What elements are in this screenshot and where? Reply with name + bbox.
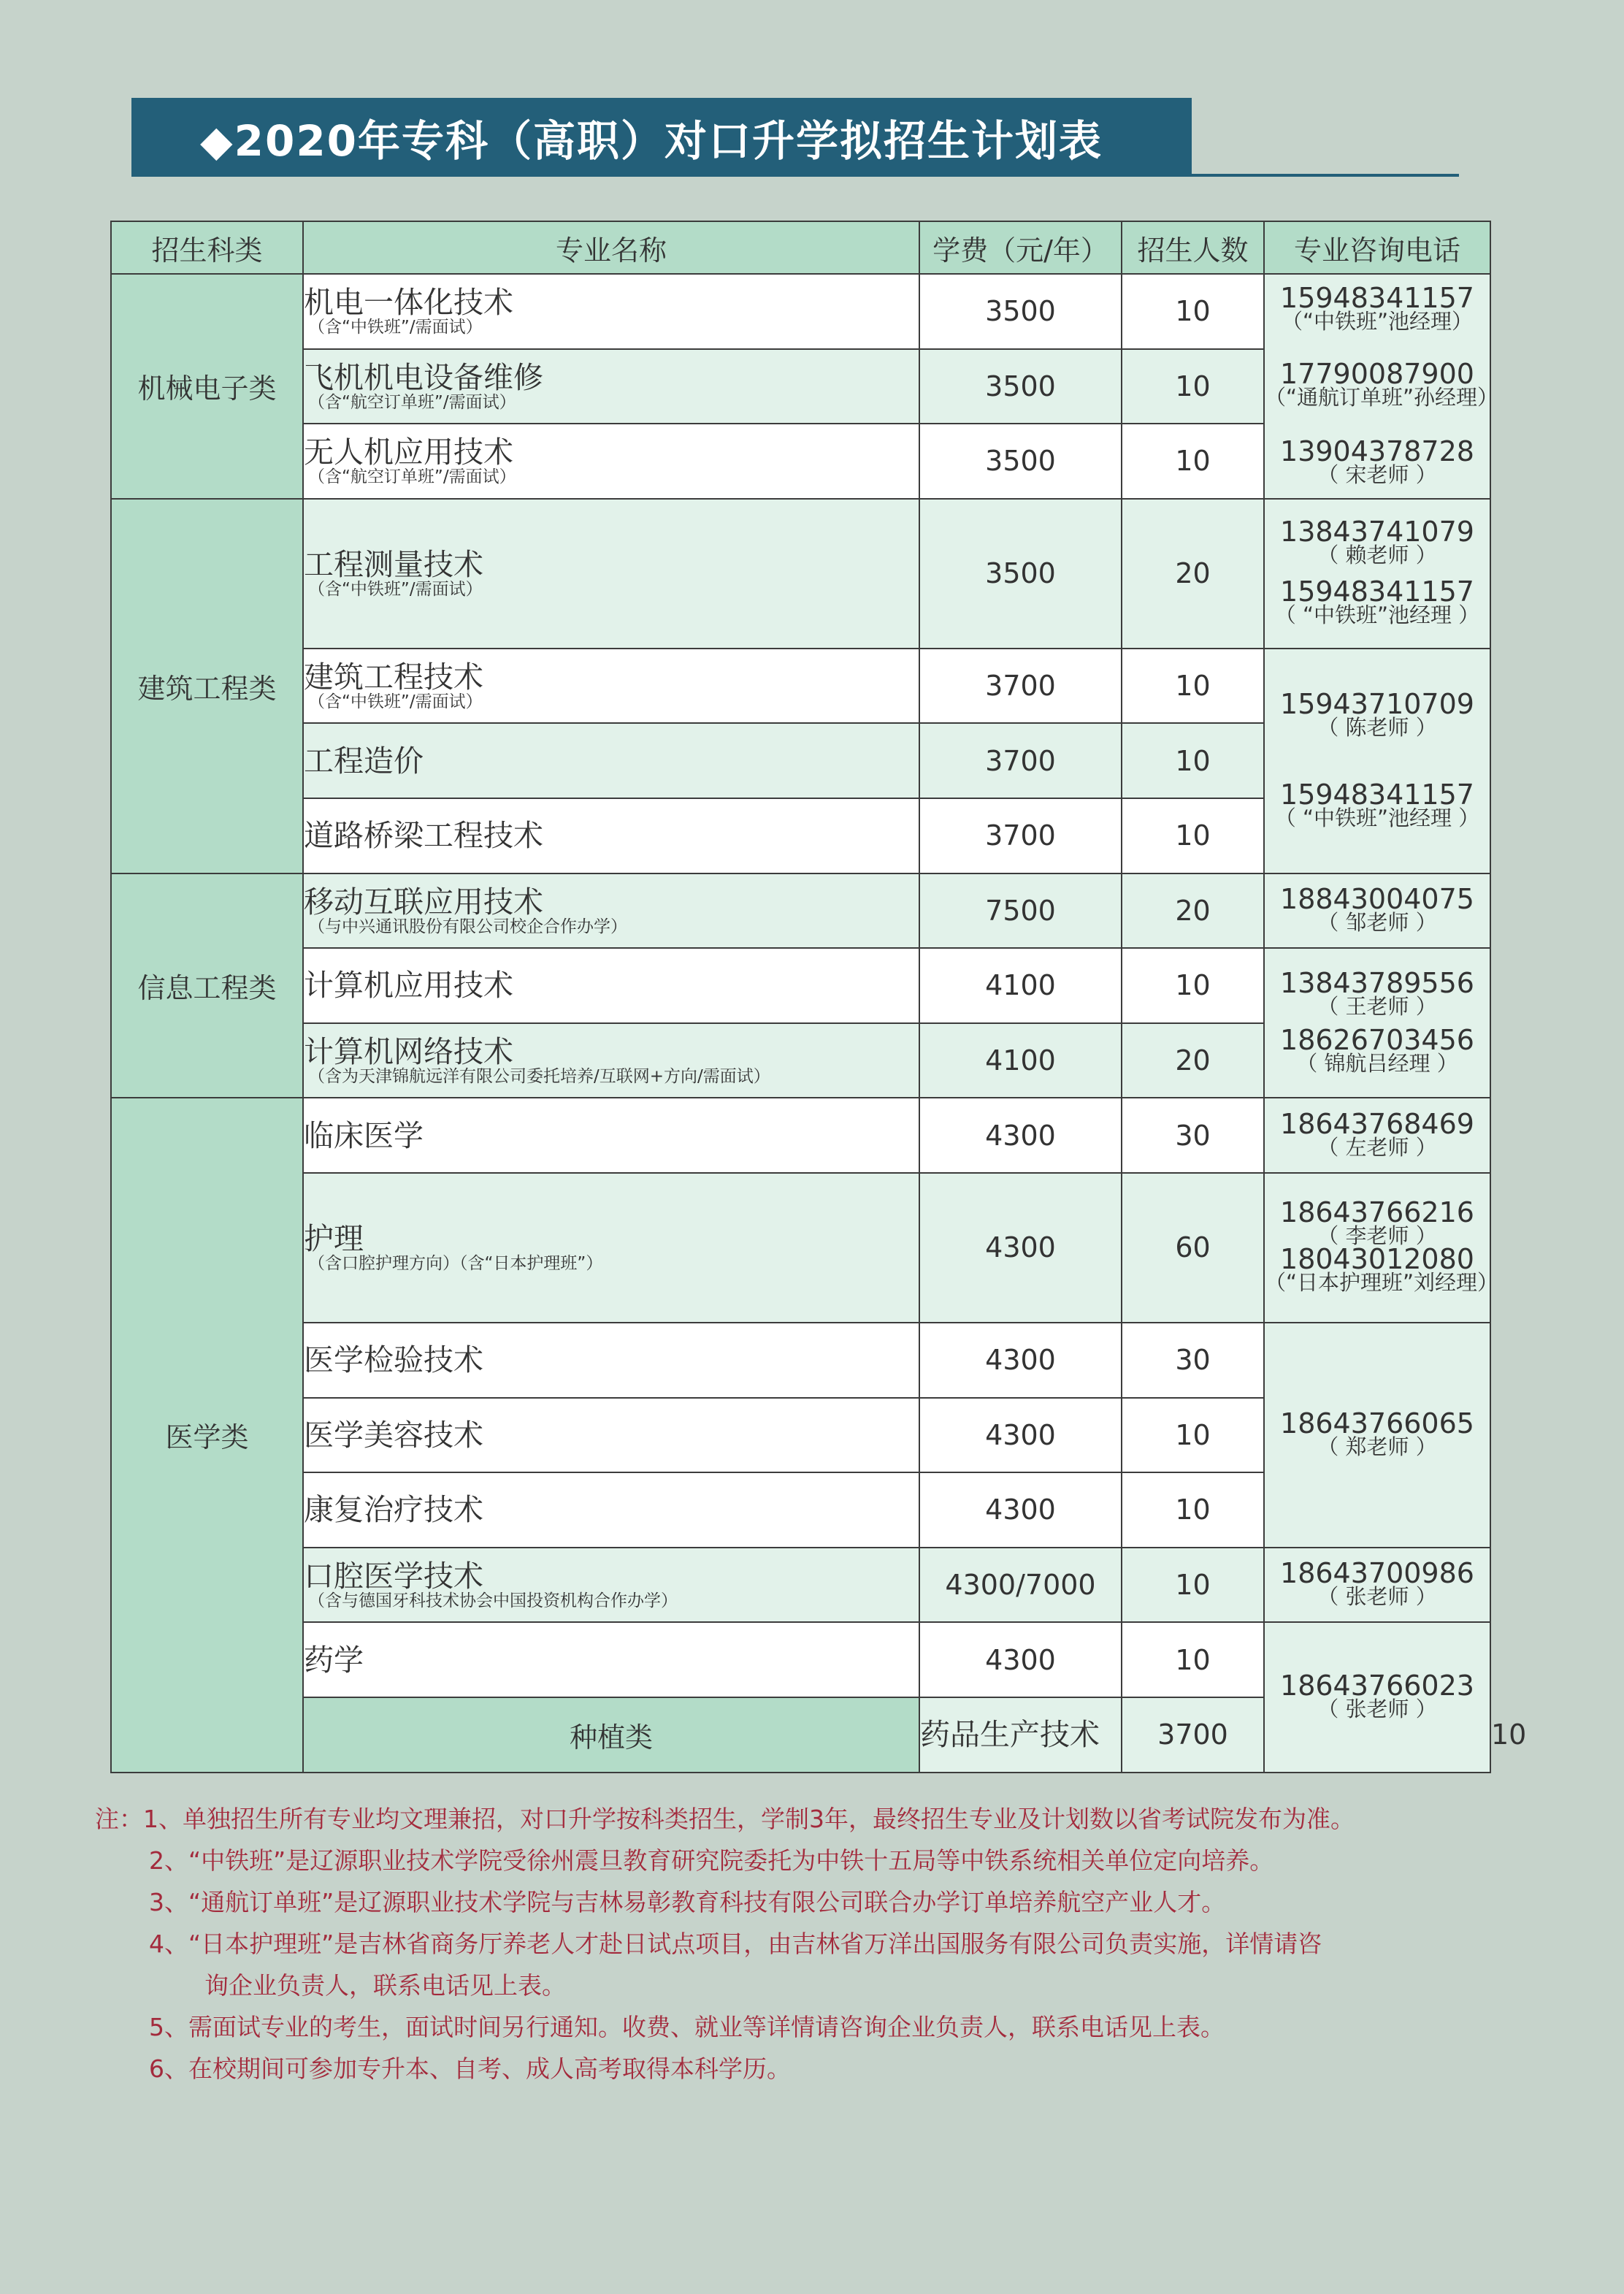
count-cell: 20 (1122, 1023, 1264, 1098)
category-cell: 医学类 (111, 1098, 303, 1772)
note-line: 3、“通航订单班”是辽源职业技术学院与吉林易彰教育科技有限公司联合办学订单培养航空产业人才。 (149, 1888, 1226, 1916)
fee-cell: 4300 (919, 1173, 1122, 1323)
header-major: 专业名称 (303, 221, 919, 274)
major-cell (303, 499, 919, 649)
phone-number: 18643700986 (1280, 1557, 1474, 1590)
phone-contact: （ 宋老师 ） (1317, 462, 1437, 487)
major-cell (303, 1323, 919, 1398)
notes-section (95, 1798, 1555, 2090)
major-name: 药学 (304, 1642, 364, 1678)
phone-contact: （ 王老师 ） (1317, 993, 1437, 1019)
table-row (111, 649, 1490, 724)
fee-cell: 3500 (919, 349, 1122, 424)
major-cell (303, 1548, 919, 1623)
table-row: 种植类 药品生产技术 3700 10 (111, 1697, 1490, 1773)
major-name: 护理 (304, 1221, 364, 1257)
major-name: 药品生产技术 (920, 1717, 1100, 1753)
count-cell: 10 (1122, 948, 1264, 1023)
fee-cell: 3700 (919, 798, 1122, 873)
table-row (111, 1548, 1490, 1623)
major-note: （含“中铁班”/需面试） (308, 692, 483, 712)
table-row (111, 873, 1490, 949)
major-cell (303, 873, 919, 949)
phone-cell (1264, 1323, 1490, 1548)
major-note: （含“航空订单班”/需面试） (308, 392, 516, 412)
phone-contact: （“中铁班”池经理） (1281, 308, 1474, 334)
phone-contact: （ 张老师 ） (1317, 1584, 1437, 1610)
phone-cell (1264, 873, 1490, 949)
table-row (111, 499, 1490, 649)
count-cell: 10 (1122, 349, 1264, 424)
major-note: （含与德国牙科技术协会中国投资机构合作办学） (308, 1591, 678, 1611)
phone-contact: （ 锦航吕经理 ） (1296, 1050, 1458, 1076)
phone-number: 18643766065 (1280, 1407, 1474, 1440)
phone-cell (1264, 1548, 1490, 1623)
major-cell (303, 274, 919, 349)
phone-contact: （ “中铁班”池经理 ） (1274, 603, 1480, 628)
major-note: （含“航空订单班”/需面试） (308, 467, 516, 487)
major-name: 机电一体化技术 (304, 285, 513, 321)
count-cell: 10 (1122, 1398, 1264, 1473)
title-underline (131, 174, 1459, 177)
phone-number: 17790087900 (1280, 357, 1474, 390)
major-name: 道路桥梁工程技术 (304, 818, 543, 854)
phone-number: 15948341157 (1280, 281, 1474, 314)
phone-contact: （ 张老师 ） (1317, 1696, 1437, 1721)
phone-number: 13843741079 (1280, 516, 1474, 548)
major-note: （含为天津锦航远洋有限公司委托培养/互联网+方向/需面试） (308, 1067, 770, 1087)
major-note: （含“中铁班”/需面试） (308, 580, 483, 600)
phone-cell (1264, 274, 1499, 499)
phone-number: 18043012080 (1280, 1243, 1474, 1276)
category-cell: 种植类 (303, 1697, 919, 1773)
phone-number: 15948341157 (1280, 778, 1474, 811)
major-name: 移动互联应用技术 (304, 884, 543, 919)
major-note: （与中兴通讯股份有限公司校企合作办学） (308, 917, 627, 936)
phone-contact: （ “中铁班”池经理 ） (1274, 805, 1480, 830)
fee-cell: 3500 (919, 499, 1122, 649)
major-name: 无人机应用技术 (304, 435, 513, 470)
fee-cell: 4300 (919, 1098, 1122, 1173)
fee-cell: 4100 (919, 948, 1122, 1023)
fee-cell: 4100 (919, 1023, 1122, 1098)
major-cell (303, 1472, 919, 1548)
page-title: ◆2020年专科（高职）对口升学拟招生计划表 (131, 98, 1192, 177)
major-name: 计算机应用技术 (304, 968, 513, 1003)
major-cell (303, 424, 919, 499)
phone-contact: （“日本护理班”刘经理） (1265, 1270, 1499, 1296)
count-cell: 10 (1122, 1622, 1264, 1697)
note-line: 5、需面试专业的考生，面试时间另行通知。收费、就业等详情请咨询企业负责人，联系电话见上表。 (149, 2013, 1225, 2041)
phone-number: 18643766023 (1280, 1669, 1474, 1702)
fee-cell: 7500 (919, 873, 1122, 949)
phone-cell (1264, 948, 1490, 1098)
major-cell (303, 1023, 919, 1098)
phone-number: 13904378728 (1280, 435, 1474, 467)
count-cell: 10 (1122, 1472, 1264, 1548)
fee-cell: 4300 (919, 1472, 1122, 1548)
count-cell: 30 (1122, 1323, 1264, 1398)
fee-cell: 3700 (919, 723, 1122, 798)
header-fee: 学费（元/年） (919, 221, 1122, 274)
major-cell (919, 1697, 1122, 1773)
fee-cell: 4300/7000 (919, 1548, 1122, 1623)
fee-cell: 4300 (919, 1622, 1122, 1697)
count-cell: 30 (1122, 1098, 1264, 1173)
fee-cell: 3500 (919, 274, 1122, 349)
major-cell (303, 1173, 919, 1323)
phone-contact: （“通航订单班”孙经理） (1265, 384, 1499, 410)
count-cell: 60 (1122, 1173, 1264, 1323)
count-cell: 10 (1122, 723, 1264, 798)
phone-number: 18643768469 (1280, 1107, 1474, 1140)
enrollment-plan-table (110, 221, 1527, 1773)
major-name: 康复治疗技术 (304, 1492, 483, 1528)
major-cell (303, 1398, 919, 1473)
phone-contact: （ 邹老师 ） (1317, 909, 1437, 935)
phone-cell (1264, 649, 1490, 873)
fee-cell: 4300 (919, 1323, 1122, 1398)
phone-contact: （ 陈老师 ） (1317, 714, 1437, 740)
major-name: 临床医学 (304, 1117, 424, 1153)
fee-cell: 4300 (919, 1398, 1122, 1473)
category-cell: 建筑工程类 (111, 499, 303, 873)
major-name: 医学检验技术 (304, 1342, 483, 1378)
fee-cell: 3500 (919, 424, 1122, 499)
phone-number: 18843004075 (1280, 882, 1474, 915)
fee-cell: 3700 (1122, 1697, 1264, 1773)
major-name: 工程测量技术 (304, 547, 483, 583)
major-name: 计算机网络技术 (304, 1034, 513, 1070)
table-row (111, 1098, 1490, 1173)
category-cell: 信息工程类 (111, 873, 303, 1098)
major-cell (303, 349, 919, 424)
major-cell (303, 948, 919, 1023)
major-name: 口腔医学技术 (304, 1559, 483, 1594)
major-cell (303, 1098, 919, 1173)
phone-number: 13843789556 (1280, 966, 1474, 999)
major-note: （含口腔护理方向）（含“日本护理班”） (308, 1254, 603, 1274)
count-cell: 10 (1122, 1548, 1264, 1623)
header-phone: 专业咨询电话 (1264, 221, 1490, 274)
major-cell (303, 649, 919, 724)
phone-contact: （ 赖老师 ） (1317, 543, 1437, 568)
note-line: 注：1、单独招生所有专业均文理兼招，对口升学按科类招生，学制3年，最终招生专业及计划数以省考试院发布为准。 (95, 1805, 1355, 1833)
phone-cell (1264, 499, 1490, 649)
phone-cell (1264, 1622, 1490, 1772)
major-note: （含“中铁班”/需面试） (308, 318, 483, 337)
table-header-row (111, 221, 1490, 274)
count-cell: 10 (1122, 649, 1264, 724)
major-name: 建筑工程技术 (304, 659, 483, 695)
count-cell: 20 (1122, 499, 1264, 649)
table-row (111, 1622, 1490, 1697)
phone-contact: （ 郑老师 ） (1317, 1434, 1437, 1459)
phone-contact: （ 李老师 ） (1317, 1223, 1437, 1249)
table-row (111, 1323, 1490, 1398)
major-name: 飞机机电设备维修 (304, 359, 543, 395)
count-cell: 20 (1122, 873, 1264, 949)
table-row (111, 1173, 1490, 1323)
table-row (111, 948, 1490, 1023)
header-category: 招生科类 (111, 221, 303, 274)
phone-number: 15943710709 (1280, 687, 1474, 720)
fee-cell: 3700 (919, 649, 1122, 724)
note-line: 4、“日本护理班”是吉林省商务厅养老人才赴日试点项目，由吉林省万洋出国服务有限公司负责实施，详情请咨 (149, 1930, 1322, 1958)
major-cell (303, 1622, 919, 1697)
note-line: 询企业负责人，联系电话见上表。 (204, 1971, 566, 2000)
category-cell: 机械电子类 (111, 274, 303, 499)
major-cell (303, 798, 919, 873)
major-cell (303, 723, 919, 798)
phone-number: 15948341157 (1280, 576, 1474, 608)
note-line: 6、在校期间可参加专升本、自考、成人高考取得本科学历。 (149, 2054, 791, 2083)
phone-cell (1264, 1173, 1499, 1323)
table-row (111, 274, 1490, 349)
header-count: 招生人数 (1122, 221, 1264, 274)
count-cell: 10 (1122, 424, 1264, 499)
phone-number: 18643766216 (1280, 1196, 1474, 1229)
phone-contact: （ 左老师 ） (1317, 1134, 1437, 1160)
count-cell: 10 (1122, 274, 1264, 349)
note-line: 2、“中铁班”是辽源职业技术学院受徐州震旦教育研究院委托为中铁十五局等中铁系统相关单位定向培养。 (149, 1846, 1274, 1875)
count-cell: 10 (1122, 798, 1264, 873)
phone-number: 18626703456 (1280, 1023, 1474, 1056)
major-name: 医学美容技术 (304, 1417, 483, 1453)
major-name: 工程造价 (304, 743, 424, 779)
phone-cell (1264, 1098, 1490, 1173)
